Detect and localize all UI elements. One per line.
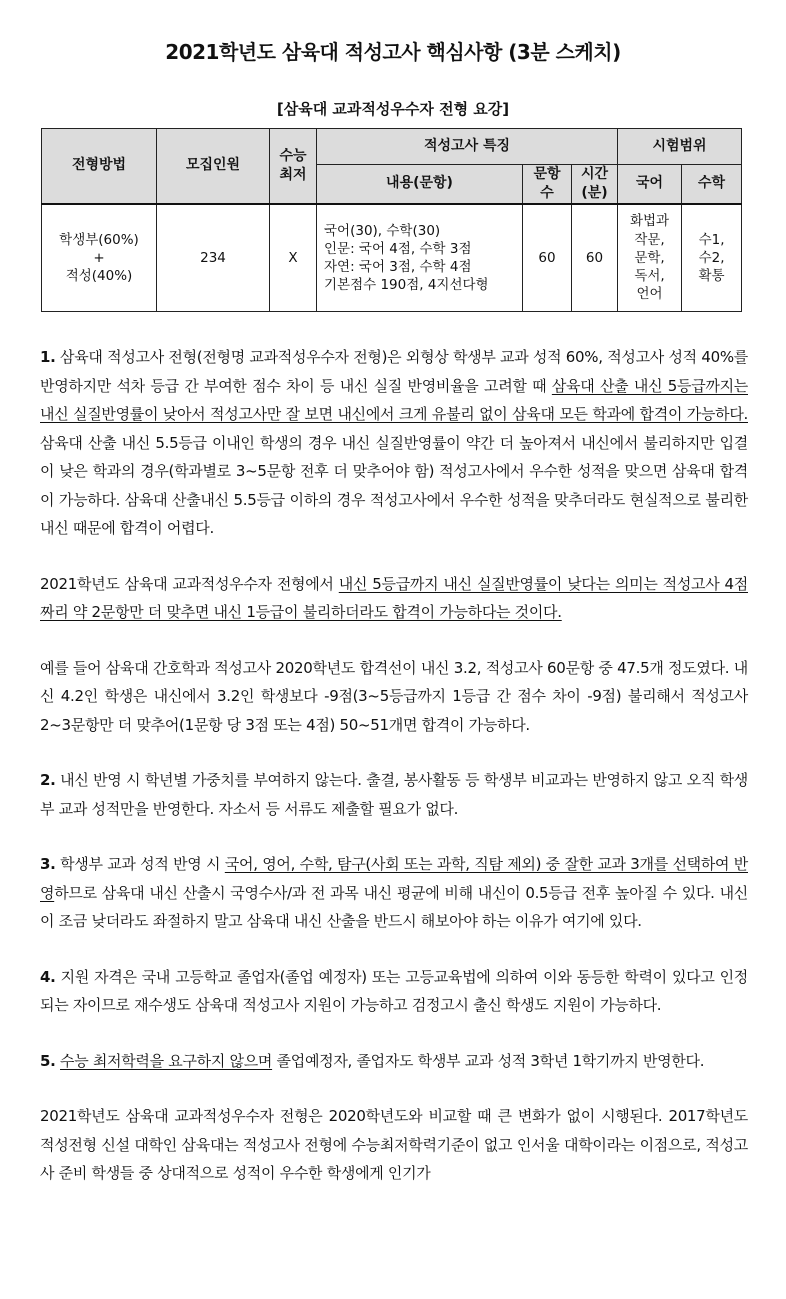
cell-time: 60 xyxy=(572,204,618,312)
underlined-text: 삼육대 산출 내신 5등급까지는 내신 실질반영률이 낮아서 적성고사만 잘 보면 내신에서 크게 유불리 없이 삼육대 모든 학과에 합격이 가능하다. xyxy=(40,376,748,423)
document-title: 2021학년도 삼육대 적성고사 핵심사항 (3분 스케치) xyxy=(165,40,621,64)
paragraph-6 xyxy=(40,963,748,1020)
paragraph-text: 예를 들어 삼육대 간호학과 적성고사 2020학년도 합격선이 내신 3.2, 적성고사 60문항 중 47.5개 정도였다. 내신 4.2인 학생은 내신에서 3.2인 학생보다 -9점(3~5등급까지 1등급 간 점수 차이 -9점) 불리해서 적성고사 2~3문항만 더 맞추어(1문항 당 3점 또는 4점) 50~51개면 합격이 가능하다. xyxy=(40,658,748,734)
paragraph-1 xyxy=(40,343,748,543)
header-csat-min: 수능 최저 xyxy=(270,129,317,204)
cell-korean: 화법과 작문, 문학, 독서, 언어 xyxy=(618,204,682,312)
item-number: 5. xyxy=(40,1051,56,1070)
cell-csat-min: X xyxy=(270,204,317,312)
underlined-text: 내신 5등급까지 내신 실질반영률이 낮다는 의미는 적성고사 4점짜리 약 2문항만 더 맞추면 내신 1등급이 불리하더라도 합격이 가능하다는 것이다. xyxy=(40,574,748,621)
item-number: 2. xyxy=(40,771,56,789)
admission-requirements-table xyxy=(41,128,742,312)
cell-quota: 234 xyxy=(157,204,270,312)
cell-method: 학생부(60%) + 적성(40%) xyxy=(42,204,157,312)
header-range: 시험범위 xyxy=(618,129,742,165)
paragraph-4 xyxy=(40,766,748,823)
paragraph-text: 2021학년도 삼육대 교과적성우수자 전형은 2020학년도와 비교할 때 큰 변화가 없이 시행된다. 2017학년도 적성전형 신설 대학인 삼육대는 적성고사 전형에 수능최저학력기준이 없고 인서울 대학이라는 이점으로, 적성고사 준비 학생들 중 상대적으로 성적이 우수한 학생에게 인기가 xyxy=(40,1107,748,1182)
cell-num-questions: 60 xyxy=(523,204,572,312)
paragraph-3 xyxy=(40,654,748,740)
item-number: 1. xyxy=(40,348,56,366)
paragraph-text: 삼육대 적성고사 전형(전형명 교과적성우수자 전형)은 외형상 학생부 교과 성적 60%, 적성고사 성적 40%를 반영하지만 석차 등급 간 부여한 점수 차이 등 내신 실질 반영비율을 고려할 때 xyxy=(40,348,748,395)
header-features: 적성고사 특징 xyxy=(317,129,618,165)
paragraph-text: 2021학년도 삼육대 교과적성우수자 전형에서 xyxy=(40,574,339,593)
header-quota: 모집인원 xyxy=(157,129,270,204)
underlined-text: 수능 최저학력을 요구하지 않으며 xyxy=(60,1051,273,1070)
paragraph-8 xyxy=(40,1102,748,1188)
header-time: 시간 (분) xyxy=(572,165,618,204)
header-num-questions: 문항 수 xyxy=(523,165,572,204)
table-row xyxy=(42,204,742,312)
paragraph-text: 졸업예정자, 졸업자도 학생부 교과 성적 3학년 1학기까지 반영한다. xyxy=(272,1051,705,1070)
paragraph-text: 내신 반영 시 학년별 가중치를 부여하지 않는다. 출결, 봉사활동 등 학생부 비교과는 반영하지 않고 오직 학생부 교과 성적만을 반영한다. 자소서 등 서류도 제출할 필요가 없다. xyxy=(40,771,748,818)
paragraph-5 xyxy=(40,850,748,936)
header-content: 내용(문항) xyxy=(317,165,523,204)
document-body xyxy=(40,343,748,1215)
cell-content: 국어(30), 수학(30) 인문: 국어 4점, 수학 3점 자연: 국어 3점, 수학 4점 기본점수 190점, 4지선다형 xyxy=(317,204,523,312)
item-number: 4. xyxy=(40,967,56,986)
paragraph-text: 학생부 교과 성적 반영 시 xyxy=(55,855,225,873)
paragraph-text: 하므로 삼육대 내신 산출시 국영수사/과 전 과목 내신 평균에 비해 내신이 0.5등급 전후 높아질 수 있다. 내신이 조금 낮더라도 좌절하지 말고 삼육대 내신 산출을 반드시 해보아야 하는 이유가 여기에 있다. xyxy=(40,883,748,930)
paragraph-text: 지원 자격은 국내 고등학교 졸업자(졸업 예정자) 또는 고등교육법에 의하여 이와 동등한 학력이 있다고 인정되는 자이므로 재수생도 삼육대 적성고사 지원이 가능하고 검정고시 출신 학생도 지원이 가능하다. xyxy=(40,967,748,1014)
paragraph-7 xyxy=(40,1047,748,1076)
paragraph-2 xyxy=(40,570,748,627)
table-caption: [삼육대 교과적성우수자 전형 요강] xyxy=(276,100,510,118)
item-number: 3. xyxy=(40,855,56,873)
cell-math: 수1, 수2, 확통 xyxy=(682,204,742,312)
header-korean: 국어 xyxy=(618,165,682,204)
header-math: 수학 xyxy=(682,165,742,204)
header-method: 전형방법 xyxy=(42,129,157,204)
paragraph-text: 삼육대 산출 내신 5.5등급 이내인 학생의 경우 내신 실질반영률이 약간 더 높아져서 내신에서 불리하지만 입결이 낮은 학과의 경우(학과별로 3~5문항 전후 더 맞추어야 함) 적성고사에서 우수한 성적을 맞으면 삼육대 합격이 가능하다. 삼육대 산출내신 5.5등급 이하의 경우 적성고사에서 우수한 성적을 맞추더라도 현실적으로 불리한 내신 때문에 합격이 어렵다. xyxy=(40,433,748,537)
underlined-text: 국어, 영어, 수학, 탐구(사회 또는 과학, 직탐 제외) 중 잘한 교과 3개를 선택하여 반영 xyxy=(40,855,748,902)
